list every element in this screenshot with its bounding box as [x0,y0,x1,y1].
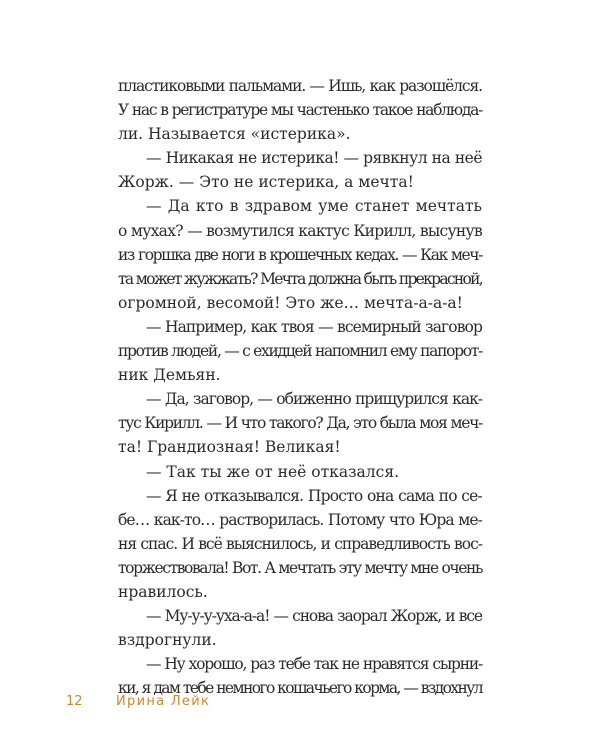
text-line: нравилось. [118,582,208,601]
text-line: о мухах? — возмутился кактус Кирилл, высунув [118,221,482,240]
text-line: из горшка две ноги в крошечных кедах. — Как меч- [118,245,482,264]
running-footer-author: Ирина Лейк [116,694,211,709]
text-line: та! Грандиозная! Великая! [118,438,341,457]
text-line: — Я не отказывался. Просто она сама по се- [146,486,482,505]
text-line: — Да, заговор, — обиженно прищурился как- [146,390,482,409]
text-line: ки, я дам тебе немного кошачьего корма, — вздохнул [118,679,482,698]
page-number: 12 [66,694,83,709]
text-line: пластиковыми пальмами. — Ишь, как разошёлся. [118,77,482,95]
text-line: бе… как-то… растворилась. Потому что Юра ме- [118,510,482,529]
body-text [118,74,482,700]
text-line: — Так ты же от неё отказался. [146,462,400,481]
text-line: огромной, весомой! Это же… мечта-а-а-а! [118,293,463,312]
text-line: тус Кирилл. — И что такого? Да, это была моя меч- [118,414,482,433]
text-line: против людей, — с ехидцей напомнил ему папорот- [118,342,482,361]
text-line: — Да кто в здравом уме станет мечтать [146,197,482,216]
text-line: ня спас. И всё выяснилось, и справедливость вос- [118,534,482,553]
text-line: — Ну хорошо, раз тебе так не нравятся сырни- [146,655,482,674]
text-line: ли. Называется «истерика». [118,125,351,144]
text-line: та может жужжать? Мечта должна быть прекрасной, [118,269,482,288]
text-line: вздрогнули. [118,631,217,650]
text-line: торжествовала! Вот. А мечтать эту мечту мне очень [118,558,482,577]
page-footer [66,692,210,712]
text-line: ник Демьян. [118,366,221,385]
text-line: — Му-у-у-уха-а-а! — снова заорал Жорж, и все [146,607,482,626]
text-line: — Например, как твоя — всемирный заговор [146,317,482,336]
text-line: Жорж. — Это не истерика, а мечта! [118,173,414,192]
text-line: У нас в регистратуре мы частенько такое наблюда- [118,101,482,120]
text-line: — Никакая не истерика! — рявкнул на неё [146,149,482,168]
